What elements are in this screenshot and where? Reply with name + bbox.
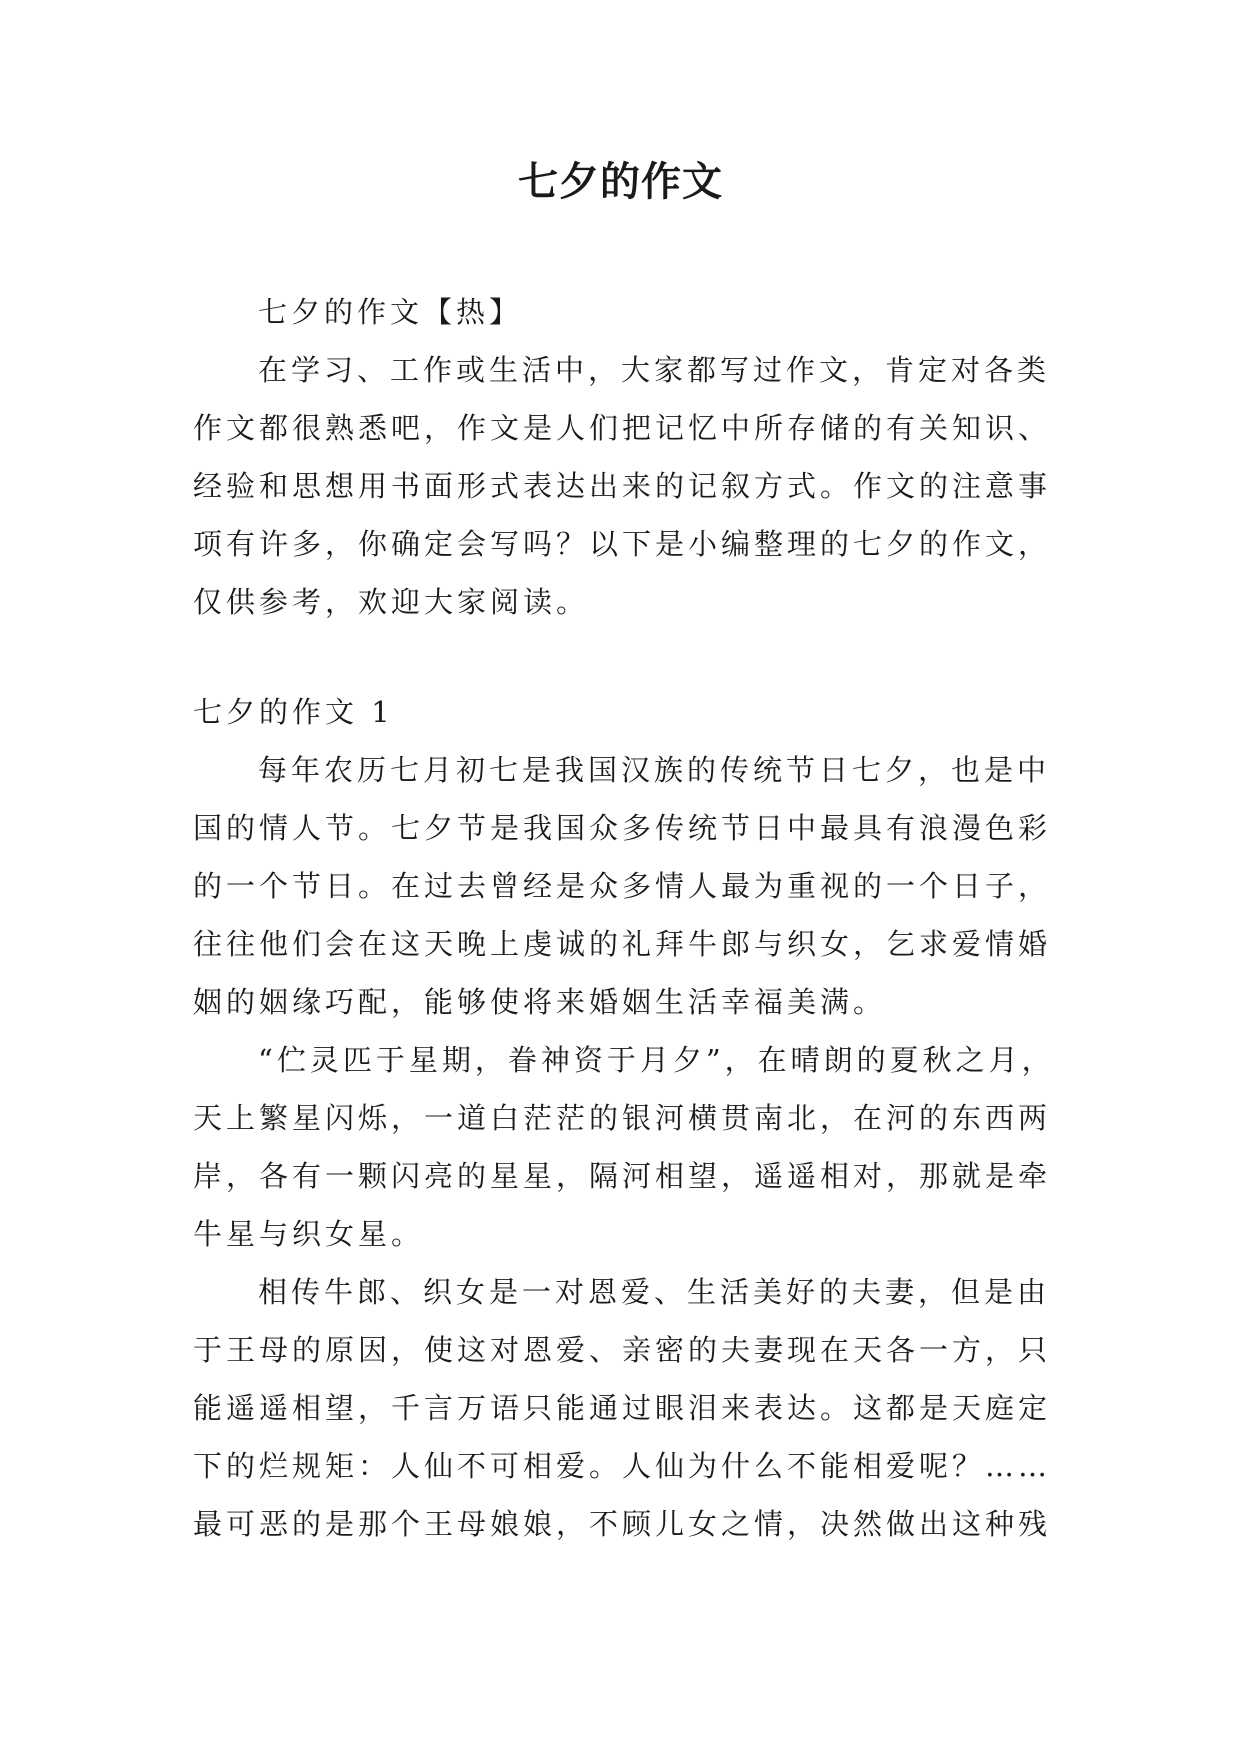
text-line: 项有许多，你确定会写吗？以下是小编整理的七夕的作文， (193, 527, 1052, 561)
body-paragraph-3 (193, 1263, 1063, 1553)
text-line: 作文都很熟悉吧，作文是人们把记忆中所存储的有关知识、 (193, 411, 1052, 445)
document-subtitle: 七夕的作文【热】 (258, 295, 523, 329)
paragraph-spacer (193, 631, 1063, 683)
text-line: 牛星与织女星。 (193, 1217, 425, 1251)
section-heading: 七夕的作文 1 (193, 695, 394, 729)
text-line: 最可恶的是那个王母娘娘，不顾儿女之情，决然做出这种残 (193, 1507, 1052, 1541)
text-line: 每年农历七月初七是我国汉族的传统节日七夕，也是中 (258, 753, 1051, 787)
text-line: 于王母的原因，使这对恩爱、亲密的夫妻现在天各一方，只 (193, 1333, 1052, 1367)
text-line: 下的烂规矩：人仙不可相爱。人仙为什么不能相爱呢？…… (193, 1449, 1052, 1483)
text-line: 能遥遥相望，千言万语只能通过眼泪来表达。这都是天庭定 (193, 1391, 1052, 1425)
text-line: “伫灵匹于星期，眷神资于月夕”，在晴朗的夏秋之月， (258, 1043, 1055, 1077)
text-line: 的一个节日。在过去曾经是众多情人最为重视的一个日子， (193, 869, 1052, 903)
document-body (193, 283, 1063, 1553)
text-line: 国的情人节。七夕节是我国众多传统节日中最具有浪漫色彩 (193, 811, 1052, 845)
text-line: 往往他们会在这天晚上虔诚的礼拜牛郎与织女，乞求爱情婚 (193, 927, 1052, 961)
text-line: 相传牛郎、织女是一对恩爱、生活美好的夫妻，但是由 (258, 1275, 1051, 1309)
text-line: 姻的姻缘巧配，能够使将来婚姻生活幸福美满。 (193, 985, 887, 1019)
document-title: 七夕的作文 (518, 159, 723, 205)
text-line: 经验和思想用书面形式表达出来的记叙方式。作文的注意事 (193, 469, 1052, 503)
body-paragraph-1 (193, 741, 1063, 1031)
text-line: 仅供参考，欢迎大家阅读。 (193, 585, 590, 619)
text-line: 岸，各有一颗闪亮的星星，隔河相望，遥遥相对，那就是牵 (193, 1159, 1052, 1193)
text-line: 天上繁星闪烁，一道白茫茫的银河横贯南北，在河的东西两 (193, 1101, 1052, 1135)
intro-paragraph (193, 341, 1063, 631)
body-paragraph-2 (193, 1031, 1063, 1263)
text-line: 在学习、工作或生活中，大家都写过作文，肯定对各类 (258, 353, 1051, 387)
